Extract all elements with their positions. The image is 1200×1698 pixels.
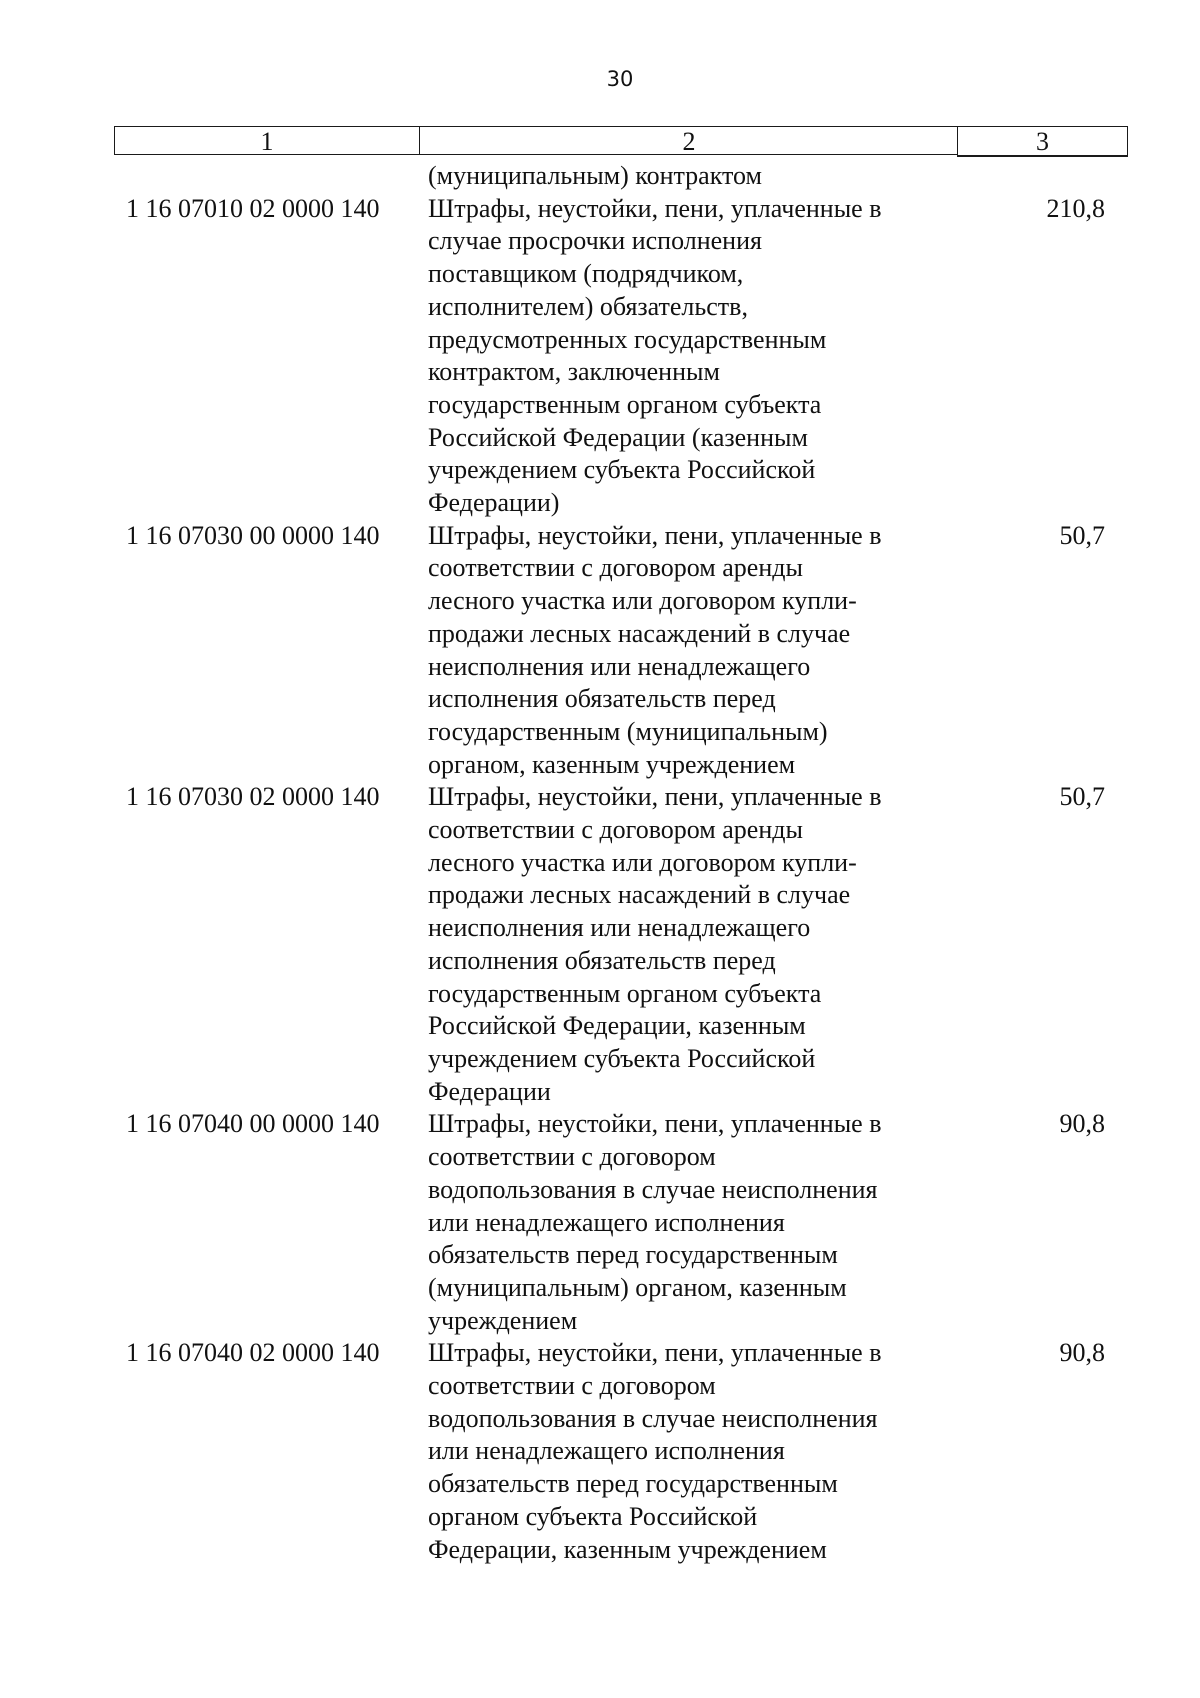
header-col-1: 1: [114, 126, 419, 155]
row-amount: 90,8: [1059, 1109, 1105, 1139]
row-description: Штрафы, неустойки, пени, уплаченные в соответствии с договором водопользования в случае неисполнения или ненадлежащего исполнения обязательств перед государственным (муниципальным) органом, казенным учреждением: [428, 1109, 882, 1335]
table-row: [0, 1337, 1200, 1566]
row-amount: 50,7: [1059, 782, 1105, 812]
row-code: [0, 160, 428, 193]
row-description: Штрафы, неустойки, пени, уплаченные в соответствии с договором водопользования в случае неисполнения или ненадлежащего исполнения обязательств перед государственным органом субъекта Российской Федерации, казенным учреждением: [428, 1338, 882, 1564]
row-amount: [968, 160, 1105, 193]
table-row: [0, 781, 1200, 1108]
row-amount: 50,7: [1059, 520, 1105, 550]
table-row: [0, 160, 1200, 193]
table-body: [0, 160, 1200, 1566]
row-code: 1 16 07030 00 0000 140: [126, 520, 380, 550]
row-description: (муниципальным) контрактом: [428, 161, 762, 190]
header-col-2: 2: [419, 126, 958, 155]
table-row: [0, 1108, 1200, 1337]
row-amount: 90,8: [1059, 1338, 1105, 1368]
row-description: Штрафы, неустойки, пени, уплаченные в соответствии с договором аренды лесного участка или договором купли- продажи лесных насаждений в случае неисполнения или ненадлежащего исполнения обязательств перед государственным (муниципальным) органом, казенным учреждением: [428, 520, 882, 779]
header-col-3: 3: [957, 126, 1128, 157]
page-number: 30: [606, 67, 634, 91]
row-code: 1 16 07010 02 0000 140: [126, 193, 380, 223]
row-code: 1 16 07040 00 0000 140: [126, 1109, 380, 1139]
table-row: [0, 193, 1200, 520]
row-code: 1 16 07030 02 0000 140: [126, 782, 380, 812]
row-amount: 210,8: [1046, 193, 1105, 223]
row-code: 1 16 07040 02 0000 140: [126, 1338, 380, 1368]
row-description: Штрафы, неустойки, пени, уплаченные в соответствии с договором аренды лесного участка или договором купли- продажи лесных насаждений в случае неисполнения или ненадлежащего исполнения обязательств перед государственным органом субъекта Российской Федерации, казенным учреждением субъекта Российской Федерации: [428, 782, 882, 1106]
table-header: [114, 126, 1118, 156]
row-description: Штрафы, неустойки, пени, уплаченные в случае просрочки исполнения поставщиком (подрядчиком, исполнителем) обязательств, предусмотренных государственным контрактом, заключенным государственным органом субъекта Российской Федерации (казенным учреждением субъекта Российской Федерации): [428, 193, 882, 518]
table-row: [0, 520, 1200, 782]
